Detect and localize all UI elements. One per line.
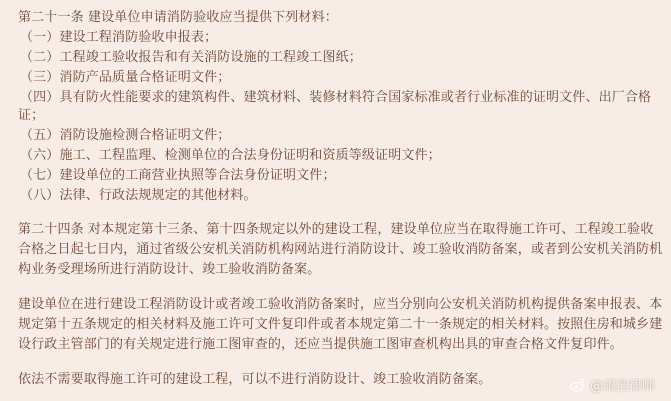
article-21-item-4-continued: 证； xyxy=(18,108,45,123)
weibo-icon xyxy=(570,377,586,393)
article-24-line-1: 第二十四条 对本规定第十三条、第十四条规定以外的建设工程，建设单位应当在取得施工许可、工程竣工验收 xyxy=(18,222,654,237)
article-24-line-3: 构业务受理场所进行消防设计、竣工验收消防备案。 xyxy=(18,262,321,277)
paragraph-3-line-2: 规定第十五条规定的相关材料及施工许可文件复印件或者本规定第二十一条规定的相关材料。按照住房和城乡建 xyxy=(18,317,663,332)
watermark-text: @雨浩律师 xyxy=(589,379,655,394)
paragraph-3-line-1: 建设单位在进行建设工程消防设计或者竣工验收消防备案时，应当分别向公安机关消防机构提供备案申报表、本 xyxy=(18,297,663,312)
watermark xyxy=(570,375,655,394)
article-21-item-4: （四）具有防火性能要求的建筑构件、建筑材料、装修材料符合国家标准或者行业标准的证明文件、出厂合格 xyxy=(20,90,652,105)
article-21-heading: 第二十一条 建设单位申请消防验收应当提供下列材料： xyxy=(18,10,338,25)
paragraph-4-line-1: 依法不需要取得施工许可的建设工程，可以不进行消防设计、竣工验收消防备案。 xyxy=(18,372,492,387)
article-21-item-3: （三）消防产品质量合格证明文件； xyxy=(20,70,231,85)
article-21-item-2: （二）工程竣工验收报告和有关消防设施的工程竣工图纸； xyxy=(20,50,362,65)
paragraph-3-line-3: 设行政主管部门的有关规定进行施工图审查的，还应当提供施工图审查机构出具的审查合格文件复印件。 xyxy=(18,337,623,352)
article-21-item-5: （五）消防设施检测合格证明文件； xyxy=(20,128,231,143)
article-21-item-1: （一）建设工程消防验收申报表； xyxy=(20,30,218,45)
article-24-line-2: 合格之日起七日内，通过省级公安机关消防机构网站进行消防设计、竣工验收消防备案，或者到公安机关消防机 xyxy=(18,242,663,257)
article-21-item-8: （八）法律、行政法规规定的其他材料。 xyxy=(20,188,257,203)
article-21-item-6: （六）施工、工程监理、检测单位的合法身份证明和资质等级证明文件； xyxy=(20,148,441,163)
article-21-item-7: （七）建设单位的工商营业执照等合法身份证明文件； xyxy=(20,168,336,183)
